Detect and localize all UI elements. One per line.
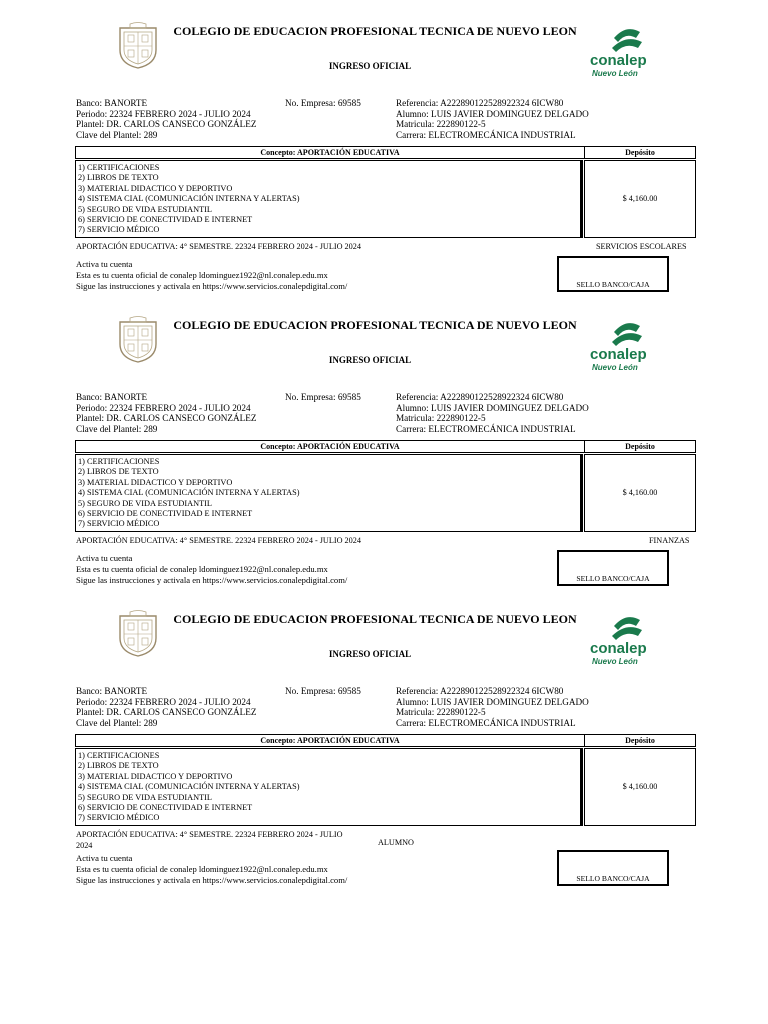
concept-item: 4) SISTEMA CIAL (COMUNICACIÓN INTERNA Y ALERTAS) xyxy=(78,782,300,792)
concept-item: 5) SEGURO DE VIDA ESTUDIANTIL xyxy=(78,792,212,802)
activation-email: Esta es tu cuenta oficial de conalep ldominguez1922@nl.conalep.edu.mx xyxy=(76,563,328,574)
bank-name: Banco: BANORTE xyxy=(76,686,148,696)
deposit-amount: $ 4,160.00 xyxy=(622,488,658,497)
company-info xyxy=(285,686,361,697)
activation-email: Esta es tu cuenta oficial de conalep ldominguez1922@nl.conalep.edu.mx xyxy=(76,269,328,280)
conalep-logo xyxy=(584,316,668,376)
conalep-logo xyxy=(584,22,668,82)
conalep-logo-text: conalep xyxy=(590,346,647,363)
concept-items-box xyxy=(75,160,583,238)
student-info xyxy=(396,392,589,434)
concept-item: 4) SISTEMA CIAL (COMUNICACIÓN INTERNA Y ALERTAS) xyxy=(78,488,300,498)
concept-item: 7) SERVICIO MÉDICO xyxy=(78,225,160,235)
document-subtitle: INGRESO OFICIAL xyxy=(328,61,412,71)
deposit-box xyxy=(584,160,696,238)
concept-header: Concepto: APORTACIÓN EDUCATIVA xyxy=(75,146,585,159)
activation-link: Sigue las instrucciones y activala en https://www.servicios.conalepdigital.com/ xyxy=(76,874,348,885)
account-activation xyxy=(76,553,347,585)
concept-item: 6) SERVICIO DE CONECTIVIDAD E INTERNET xyxy=(78,802,253,812)
aportacion-line: APORTACIÓN EDUCATIVA: 4° SEMESTRE. 22324 FEBRERO 2024 - JULIO 2024 xyxy=(76,536,361,545)
deposit-amount: $ 4,160.00 xyxy=(622,782,658,791)
concept-item: 1) CERTIFICACIONES xyxy=(78,457,160,466)
concept-item: 2) LIBROS DE TEXTO xyxy=(78,761,159,771)
account-activation xyxy=(76,853,347,885)
stamp-label: SELLO BANCO/CAJA xyxy=(576,280,650,289)
concept-item: 3) MATERIAL DIDACTICO Y DEPORTIVO xyxy=(78,771,233,781)
reference: Referencia: A222890122528922324 6ICW80 xyxy=(396,686,564,696)
aportacion-line-2: 2024 xyxy=(76,840,93,850)
campus-code: Clave del Plantel: 289 xyxy=(76,423,158,434)
bank-info xyxy=(76,392,256,434)
conalep-logo-region: Nuevo León xyxy=(592,363,638,372)
deposit-header: Depósito xyxy=(584,440,696,453)
deposit-amount: $ 4,160.00 xyxy=(622,194,658,203)
concept-item: 6) SERVICIO DE CONECTIVIDAD E INTERNET xyxy=(78,508,253,518)
deposit-box xyxy=(584,454,696,532)
concept-items xyxy=(78,457,299,530)
reference: Referencia: A222890122528922324 6ICW80 xyxy=(396,98,564,108)
nuevo-leon-shield-icon xyxy=(116,22,160,70)
concept-items-box xyxy=(75,748,583,826)
document-subtitle: INGRESO OFICIAL xyxy=(328,649,412,659)
career: Carrera: ELECTROMECÁNICA INDUSTRIAL xyxy=(396,717,576,728)
concept-header: Concepto: APORTACIÓN EDUCATIVA xyxy=(75,440,585,453)
activation-title: Activa tu cuenta xyxy=(76,259,133,269)
career: Carrera: ELECTROMECÁNICA INDUSTRIAL xyxy=(396,129,576,140)
concept-item: 6) SERVICIO DE CONECTIVIDAD E INTERNET xyxy=(78,214,253,224)
concept-items-box xyxy=(75,454,583,532)
nuevo-leon-shield-icon xyxy=(116,610,160,658)
career: Carrera: ELECTROMECÁNICA INDUSTRIAL xyxy=(396,423,576,434)
bank-stamp-box xyxy=(557,550,669,586)
bank-stamp-box xyxy=(557,850,669,886)
copy-label: FINANZAS xyxy=(649,536,690,545)
activation-title: Activa tu cuenta xyxy=(76,553,133,563)
activation-link: Sigue las instrucciones y activala en https://www.servicios.conalepdigital.com/ xyxy=(76,574,348,585)
account-activation xyxy=(76,259,347,291)
document-title: COLEGIO DE EDUCACION PROFESIONAL TECNICA DE NUEVO LEON xyxy=(173,318,577,332)
student-info xyxy=(396,98,589,140)
campus: Plantel: DR. CARLOS CANSECO GONZÁLEZ xyxy=(76,707,257,718)
concept-item: 7) SERVICIO MÉDICO xyxy=(78,519,160,529)
concept-item: 4) SISTEMA CIAL (COMUNICACIÓN INTERNA Y ALERTAS) xyxy=(78,194,300,204)
activation-email: Esta es tu cuenta oficial de conalep ldominguez1922@nl.conalep.edu.mx xyxy=(76,863,328,874)
nuevo-leon-shield-icon xyxy=(116,316,160,364)
period: Periodo: 22324 FEBRERO 2024 - JULIO 2024 xyxy=(76,402,251,413)
student-id: Matricula: 222890122-5 xyxy=(396,413,486,424)
concept-item: 3) MATERIAL DIDACTICO Y DEPORTIVO xyxy=(78,183,233,193)
company-number: No. Empresa: 69585 xyxy=(285,392,361,402)
conalep-logo-text: conalep xyxy=(590,640,647,657)
conalep-logo-region: Nuevo León xyxy=(592,657,638,666)
deposit-header: Depósito xyxy=(584,146,696,159)
concept-item: 5) SEGURO DE VIDA ESTUDIANTIL xyxy=(78,498,212,508)
activation-title: Activa tu cuenta xyxy=(76,853,133,863)
bank-stamp-box xyxy=(557,256,669,292)
aportacion-line: APORTACIÓN EDUCATIVA: 4° SEMESTRE. 22324 FEBRERO 2024 - JULIO 2024 xyxy=(76,242,361,251)
period: Periodo: 22324 FEBRERO 2024 - JULIO 2024 xyxy=(76,108,251,119)
student-id: Matricula: 222890122-5 xyxy=(396,119,486,130)
campus-code: Clave del Plantel: 289 xyxy=(76,717,158,728)
receipt-alumno xyxy=(0,604,768,898)
receipt-finanzas xyxy=(0,310,768,604)
bank-info xyxy=(76,686,256,728)
company-number: No. Empresa: 69585 xyxy=(285,686,361,696)
student-info xyxy=(396,686,589,728)
concept-item: 2) LIBROS DE TEXTO xyxy=(78,467,159,477)
campus: Plantel: DR. CARLOS CANSECO GONZÁLEZ xyxy=(76,119,257,130)
copy-label: ALUMNO xyxy=(378,838,414,847)
bank-info xyxy=(76,98,256,140)
concept-item: 1) CERTIFICACIONES xyxy=(78,163,160,172)
deposit-header: Depósito xyxy=(584,734,696,747)
campus: Plantel: DR. CARLOS CANSECO GONZÁLEZ xyxy=(76,413,257,424)
student-name: Alumno: LUIS JAVIER DOMINGUEZ DELGADO xyxy=(396,108,589,119)
concept-item: 5) SEGURO DE VIDA ESTUDIANTIL xyxy=(78,204,212,214)
concept-items xyxy=(78,163,299,236)
student-name: Alumno: LUIS JAVIER DOMINGUEZ DELGADO xyxy=(396,402,589,413)
concept-header: Concepto: APORTACIÓN EDUCATIVA xyxy=(75,734,585,747)
stamp-label: SELLO BANCO/CAJA xyxy=(576,574,650,583)
receipt-servicios-escolares xyxy=(0,16,768,310)
reference: Referencia: A222890122528922324 6ICW80 xyxy=(396,392,564,402)
copy-label: SERVICIOS ESCOLARES xyxy=(596,242,687,251)
student-name: Alumno: LUIS JAVIER DOMINGUEZ DELGADO xyxy=(396,696,589,707)
document-subtitle: INGRESO OFICIAL xyxy=(328,355,412,365)
activation-link: Sigue las instrucciones y activala en https://www.servicios.conalepdigital.com/ xyxy=(76,280,348,291)
campus-code: Clave del Plantel: 289 xyxy=(76,129,158,140)
company-info xyxy=(285,392,361,403)
aportacion-line xyxy=(76,830,376,851)
document-title: COLEGIO DE EDUCACION PROFESIONAL TECNICA DE NUEVO LEON xyxy=(173,24,577,38)
concept-item: 1) CERTIFICACIONES xyxy=(78,751,160,760)
student-id: Matricula: 222890122-5 xyxy=(396,707,486,718)
period: Periodo: 22324 FEBRERO 2024 - JULIO 2024 xyxy=(76,696,251,707)
deposit-box xyxy=(584,748,696,826)
concept-item: 3) MATERIAL DIDACTICO Y DEPORTIVO xyxy=(78,477,233,487)
conalep-logo xyxy=(584,610,668,670)
company-info xyxy=(285,98,361,109)
conalep-logo-text: conalep xyxy=(590,52,647,69)
aportacion-line-1: APORTACIÓN EDUCATIVA: 4° SEMESTRE. 22324 FEBRERO 2024 - JULIO xyxy=(76,830,343,839)
bank-name: Banco: BANORTE xyxy=(76,392,148,402)
company-number: No. Empresa: 69585 xyxy=(285,98,361,108)
conalep-logo-region: Nuevo León xyxy=(592,69,638,78)
stamp-label: SELLO BANCO/CAJA xyxy=(576,874,650,883)
concept-item: 2) LIBROS DE TEXTO xyxy=(78,173,159,183)
concept-items xyxy=(78,751,299,824)
document-title: COLEGIO DE EDUCACION PROFESIONAL TECNICA DE NUEVO LEON xyxy=(173,612,577,626)
concept-item: 7) SERVICIO MÉDICO xyxy=(78,813,160,823)
bank-name: Banco: BANORTE xyxy=(76,98,148,108)
